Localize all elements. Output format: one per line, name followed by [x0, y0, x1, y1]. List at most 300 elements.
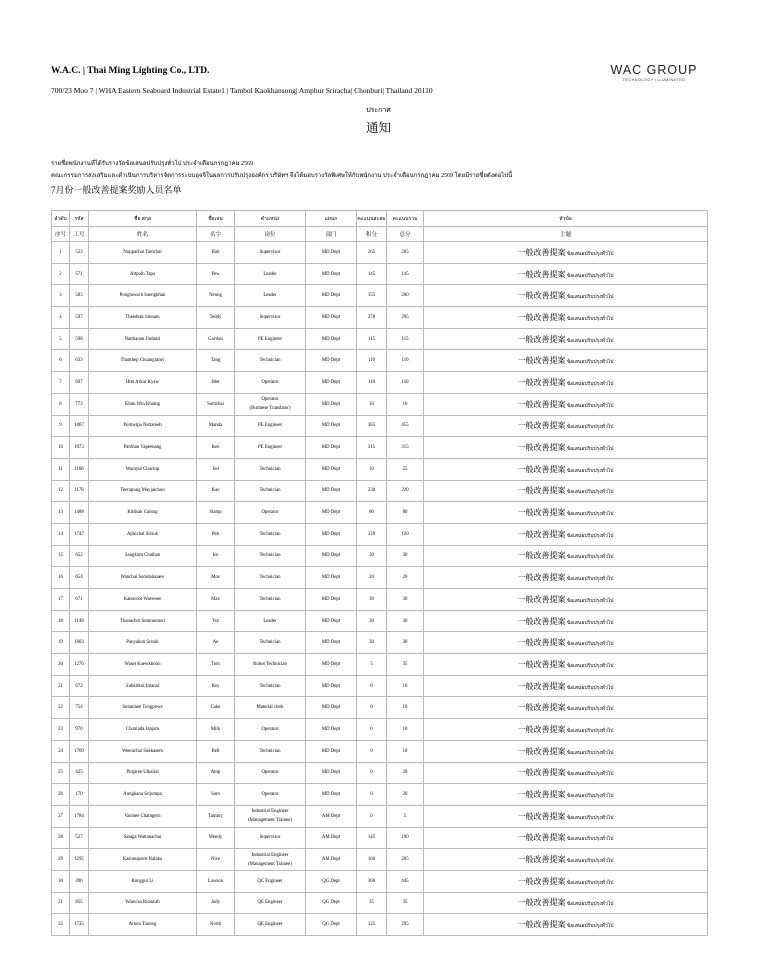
- header-zh-name: 姓名: [89, 227, 197, 242]
- header-zh-nick: 名字: [197, 227, 235, 242]
- cell-name: Kasinnaporn Nalaka: [89, 849, 197, 871]
- cell-no: 12: [52, 480, 70, 502]
- cell-score: 10: [357, 458, 387, 480]
- topic-chinese: 一般改善提案: [517, 573, 566, 583]
- cell-no: 2: [52, 263, 70, 285]
- cell-topic: [424, 307, 708, 329]
- header-th-total: คะแนนรวม: [387, 211, 424, 227]
- cell-score: 120: [357, 523, 387, 545]
- cell-nickname: Manda: [197, 415, 235, 437]
- cell-employee-id: 1166: [70, 458, 89, 480]
- cell-total: 265: [387, 242, 424, 264]
- position-line-1: Technician: [259, 596, 281, 602]
- cell-position: [235, 762, 306, 784]
- cell-employee-id: 970: [70, 719, 89, 741]
- cell-total: 10: [387, 740, 424, 762]
- cell-score: 110: [357, 372, 387, 394]
- topic-thai: ข้อเสนอปรับปรุงทั่วไป: [566, 577, 614, 583]
- table-row: [52, 827, 708, 849]
- cell-topic: [424, 632, 708, 654]
- topic-thai: ข้อเสนอปรับปรุงทั่วไป: [566, 316, 614, 322]
- cell-total: 295: [387, 914, 424, 936]
- position-line-1: Leader: [263, 618, 277, 624]
- cell-department: MD Dept: [306, 480, 357, 502]
- cell-employee-id: 598: [70, 328, 89, 350]
- table-row: [52, 805, 708, 827]
- cell-no: 15: [52, 545, 70, 567]
- topic-thai: ข้อเสนอปรับปรุงทั่วไป: [566, 251, 614, 257]
- cell-no: 8: [52, 393, 70, 415]
- cell-employee-id: 597: [70, 307, 89, 329]
- cell-no: 19: [52, 632, 70, 654]
- topic-thai: ข้อเสนอปรับปรุงทั่วไป: [566, 707, 614, 713]
- cell-department: MD Dept: [306, 719, 357, 741]
- cell-nickname: Ice: [197, 545, 235, 567]
- topic-thai: ข้อเสนอปรับปรุงทั่วไป: [566, 490, 614, 496]
- topic-thai: ข้อเสนอปรับปรุงทั่วไป: [566, 273, 614, 279]
- cell-topic: [424, 805, 708, 827]
- cell-position: [235, 523, 306, 545]
- cell-no: 10: [52, 437, 70, 459]
- position-line-1: PE Engineer: [257, 423, 283, 429]
- position-line-1: Industrial Engineer: [251, 809, 289, 815]
- cell-position: [235, 350, 306, 372]
- topic-chinese: 一般改善提案: [517, 508, 566, 518]
- cell-total: 10: [387, 697, 424, 719]
- cell-department: MD Dept: [306, 762, 357, 784]
- position-line-1: Leader: [263, 293, 277, 299]
- topic-chinese: 一般改善提案: [517, 855, 566, 865]
- header-th-pos: ตำแหน่ง: [235, 211, 306, 227]
- topic-chinese: 一般改善提案: [517, 898, 566, 908]
- cell-department: MD Dept: [306, 458, 357, 480]
- cell-name: Pornwipa Nattareeb: [89, 415, 197, 437]
- cell-total: 190: [387, 827, 424, 849]
- cell-nickname: Wendy: [197, 827, 235, 849]
- logo-tagline: TECHNOLOGY ILLUMINATED: [622, 78, 686, 82]
- cell-employee-id: 1148: [70, 610, 89, 632]
- position-line-1: Operator: [261, 726, 279, 732]
- cell-name: Aroon Taoong: [89, 914, 197, 936]
- topic-chinese: 一般改善提案: [517, 269, 566, 279]
- cell-total: 205: [387, 849, 424, 871]
- cell-topic: [424, 849, 708, 871]
- cell-topic: [424, 328, 708, 350]
- table-row: [52, 523, 708, 545]
- position-line-1: Technician: [259, 575, 281, 581]
- cell-total: 25: [387, 458, 424, 480]
- cell-name: Theedsak Sinnam: [89, 307, 197, 329]
- cell-nickname: Milk: [197, 719, 235, 741]
- cell-no: 14: [52, 523, 70, 545]
- cell-employee-id: 1769: [70, 740, 89, 762]
- cell-employee-id: 1735: [70, 914, 89, 936]
- table-row: [52, 567, 708, 589]
- table-row: [52, 849, 708, 871]
- position-line-1: Technician: [259, 488, 281, 494]
- topic-chinese: 一般改善提案: [517, 790, 566, 800]
- cell-nickname: Amp: [197, 762, 235, 784]
- cell-employee-id: 1067: [70, 415, 89, 437]
- cell-score: 230: [357, 480, 387, 502]
- table-row: [52, 350, 708, 372]
- topic-thai: ข้อเสนอปรับปรุงทั่วไป: [566, 598, 614, 604]
- cell-score: 160: [357, 849, 387, 871]
- cell-nickname: Judy: [197, 892, 235, 914]
- topic-thai: ข้อเสนอปรับปรุงทั่วไป: [566, 924, 614, 930]
- cell-total: 30: [387, 610, 424, 632]
- cell-nickname: Tang: [197, 350, 235, 372]
- topic-thai: ข้อเสนอปรับปรุงทั่วไป: [566, 468, 614, 474]
- topic-chinese: 一般改善提案: [517, 659, 566, 669]
- cell-score: 270: [357, 307, 387, 329]
- cell-no: 5: [52, 328, 70, 350]
- cell-nickname: North: [197, 914, 235, 936]
- table-row: [52, 502, 708, 524]
- cell-total: 30: [387, 545, 424, 567]
- topic-thai: ข้อเสนอปรับปรุงทั่วไป: [566, 728, 614, 734]
- cell-score: 115: [357, 328, 387, 350]
- cell-position: [235, 242, 306, 264]
- cell-department: MD Dept: [306, 372, 357, 394]
- cell-total: 145: [387, 263, 424, 285]
- table-row: [52, 870, 708, 892]
- position-line-1: Supervisor: [259, 835, 281, 841]
- cell-position: [235, 567, 306, 589]
- cell-position: [235, 307, 306, 329]
- cell-department: AM Dept: [306, 827, 357, 849]
- cell-position: [235, 675, 306, 697]
- cell-department: MD Dept: [306, 502, 357, 524]
- table-row: [52, 654, 708, 676]
- cell-position: [235, 740, 306, 762]
- topic-chinese: 一般改善提案: [517, 703, 566, 713]
- cell-score: 0: [357, 675, 387, 697]
- cell-name: Pongtawach Saengkhan: [89, 285, 197, 307]
- cell-no: 23: [52, 719, 70, 741]
- position-line-1: Operator: [261, 770, 279, 776]
- cell-topic: [424, 827, 708, 849]
- cell-name: Wanvisa Ruancab: [89, 892, 197, 914]
- topic-thai: ข้อเสนอปรับปรุงทั่วไป: [566, 642, 614, 648]
- cell-score: 0: [357, 719, 387, 741]
- topic-chinese: 一般改善提案: [517, 833, 566, 843]
- cell-no: 13: [52, 502, 70, 524]
- position-line-2: (Management Trainee): [248, 861, 292, 867]
- topic-thai: ข้อเสนอปรับปรุงทั่วไป: [566, 533, 614, 539]
- topic-chinese: 一般改善提案: [517, 920, 566, 930]
- table-row: [52, 762, 708, 784]
- position-line-1: PE Engineer: [257, 445, 283, 451]
- cell-employee-id: 1276: [70, 654, 89, 676]
- cell-position: [235, 805, 306, 827]
- cell-total: 5: [387, 805, 424, 827]
- intro-line-3: 7月份一般改善提案奖励人员名单: [51, 185, 182, 195]
- position-line-1: Technician: [259, 640, 281, 646]
- cell-topic: [424, 263, 708, 285]
- cell-department: QG Dept: [306, 914, 357, 936]
- topic-chinese: 一般改善提案: [517, 312, 566, 322]
- cell-no: 26: [52, 784, 70, 806]
- cell-no: 22: [52, 697, 70, 719]
- cell-total: 445: [387, 870, 424, 892]
- cell-department: MD Dept: [306, 263, 357, 285]
- cell-employee-id: 1073: [70, 437, 89, 459]
- cell-no: 25: [52, 762, 70, 784]
- cell-score: 30: [357, 545, 387, 567]
- cell-employee-id: 855: [70, 892, 89, 914]
- cell-department: MD Dept: [306, 610, 357, 632]
- cell-department: MD Dept: [306, 307, 357, 329]
- position-line-1: Technician: [259, 748, 281, 754]
- table-row: [52, 675, 708, 697]
- cell-position: [235, 632, 306, 654]
- topic-thai: ข้อเสนอปรับปรุงทั่วไป: [566, 620, 614, 626]
- cell-department: MD Dept: [306, 415, 357, 437]
- table-body: [52, 242, 708, 936]
- table-row: [52, 480, 708, 502]
- cell-total: 455: [387, 415, 424, 437]
- cell-department: MD Dept: [306, 632, 357, 654]
- topic-chinese: 一般改善提案: [517, 356, 566, 366]
- position-line-1: Operator: [261, 379, 279, 385]
- cell-score: 125: [357, 914, 387, 936]
- cell-position: [235, 870, 306, 892]
- cell-position: [235, 502, 306, 524]
- cell-total: 20: [387, 762, 424, 784]
- cell-name: Weerachai Sukkasem: [89, 740, 197, 762]
- cell-topic: [424, 567, 708, 589]
- topic-chinese: 一般改善提案: [517, 811, 566, 821]
- intro-line-1: รายชื่อพนักงานที่ได้รับรางวัลข้อเสนอปรับปรุงทั่วไป ประจำเดือนกรกฎาคม 2569: [51, 161, 254, 167]
- header-row-thai: [52, 211, 708, 227]
- cell-topic: [424, 437, 708, 459]
- cell-employee-id: 754: [70, 697, 89, 719]
- cell-topic: [424, 502, 708, 524]
- header-zh-pos: 岗位: [235, 227, 306, 242]
- position-line-1: QE Engineer: [257, 922, 283, 928]
- cell-topic: [424, 458, 708, 480]
- cell-employee-id: 1603: [70, 632, 89, 654]
- cell-total: 10: [387, 393, 424, 415]
- position-line-1: QC Engineer: [257, 878, 283, 884]
- topic-thai: ข้อเสนอปรับปรุงทั่วไป: [566, 685, 614, 691]
- cell-topic: [424, 393, 708, 415]
- cell-position: [235, 480, 306, 502]
- company-address: 700/23 Moo 7 | WHA Eastern Seaboard Industrial Estate1 | Tambol Kaokhansong| Amphur Sriracha| Chonburi| Thailand 20110: [51, 86, 433, 95]
- cell-name: Wanchai Somdokkaew: [89, 567, 197, 589]
- cell-position: [235, 914, 306, 936]
- table-row: [52, 328, 708, 350]
- cell-score: 155: [357, 285, 387, 307]
- topic-chinese: 一般改善提案: [517, 291, 566, 301]
- cell-position: [235, 697, 306, 719]
- cell-name: Suhkitkul Intanai: [89, 675, 197, 697]
- table-row: [52, 589, 708, 611]
- cell-employee-id: 1295: [70, 849, 89, 871]
- cell-no: 30: [52, 870, 70, 892]
- cell-employee-id: 1747: [70, 523, 89, 545]
- cell-employee-id: 633: [70, 350, 89, 372]
- cell-nickname: Ken: [197, 437, 235, 459]
- cell-score: 265: [357, 242, 387, 264]
- cell-name: Sutaninee Tongpowe: [89, 697, 197, 719]
- cell-topic: [424, 523, 708, 545]
- table-row: [52, 545, 708, 567]
- cell-topic: [424, 415, 708, 437]
- cell-nickname: Gordon: [197, 328, 235, 350]
- cell-score: 145: [357, 263, 387, 285]
- cell-score: 30: [357, 610, 387, 632]
- position-line-1: QE Engineer: [257, 900, 283, 906]
- cell-name: Natthanan Jindasri: [89, 328, 197, 350]
- topic-thai: ข้อเสนอปรับปรุงทั่วไป: [566, 403, 614, 409]
- cell-no: 4: [52, 307, 70, 329]
- cell-name: Pinjaree Uthaisri: [89, 762, 197, 784]
- cell-position: [235, 285, 306, 307]
- cell-nickname: Cake: [197, 697, 235, 719]
- logo-main-text: WAC GROUP: [610, 63, 698, 77]
- cell-nickname: Yut: [197, 610, 235, 632]
- cell-total: 20: [387, 567, 424, 589]
- header-th-dept: แผนก: [306, 211, 357, 227]
- cell-topic: [424, 914, 708, 936]
- cell-employee-id: 425: [70, 762, 89, 784]
- topic-thai: ข้อเสนอปรับปรุงทั่วไป: [566, 902, 614, 908]
- position-line-1: Leader: [263, 271, 277, 277]
- cell-department: MD Dept: [306, 589, 357, 611]
- cell-department: MD Dept: [306, 697, 357, 719]
- topic-thai: ข้อเสนอปรับปรุงทั่วไป: [566, 663, 614, 669]
- topic-thai: ข้อเสนอปรับปรุงทั่วไป: [566, 880, 614, 886]
- cell-name: Attpoln Tapa: [89, 263, 197, 285]
- cell-name: Teerapong Mayjaichoo: [89, 480, 197, 502]
- position-line-1: Operator: [261, 397, 279, 403]
- cell-name: Sangkom Chaihan: [89, 545, 197, 567]
- topic-chinese: 一般改善提案: [517, 681, 566, 691]
- table-row: [52, 784, 708, 806]
- cell-name: Aphichat Srisuk: [89, 523, 197, 545]
- topic-thai: ข้อเสนอปรับปรุงทั่วไป: [566, 837, 614, 843]
- cell-nickname: Boy: [197, 675, 235, 697]
- cell-position: [235, 263, 306, 285]
- cell-no: 9: [52, 415, 70, 437]
- cell-department: MD Dept: [306, 523, 357, 545]
- cell-no: 28: [52, 827, 70, 849]
- table-row: [52, 393, 708, 415]
- cell-no: 1: [52, 242, 70, 264]
- position-line-1: Technician: [259, 531, 281, 537]
- cell-no: 17: [52, 589, 70, 611]
- cell-score: 315: [357, 437, 387, 459]
- table-row: [52, 719, 708, 741]
- cell-position: [235, 458, 306, 480]
- cell-employee-id: 1178: [70, 480, 89, 502]
- topic-chinese: 一般改善提案: [517, 638, 566, 648]
- cell-nickname: Tom: [197, 654, 235, 676]
- cell-position: [235, 719, 306, 741]
- cell-topic: [424, 697, 708, 719]
- cell-total: 30: [387, 589, 424, 611]
- cell-employee-id: 773: [70, 393, 89, 415]
- cell-no: 18: [52, 610, 70, 632]
- cell-total: 35: [387, 892, 424, 914]
- header-row-chinese: [52, 227, 708, 242]
- cell-position: [235, 589, 306, 611]
- cell-total: 10: [387, 675, 424, 697]
- header-th-nick: ชื่อเล่น: [197, 211, 235, 227]
- cell-employee-id: 671: [70, 589, 89, 611]
- cell-no: 31: [52, 892, 70, 914]
- cell-employee-id: 170: [70, 784, 89, 806]
- table-row: [52, 914, 708, 936]
- cell-no: 6: [52, 350, 70, 372]
- table-row: [52, 285, 708, 307]
- cell-name: Thanachot Somroemsri: [89, 610, 197, 632]
- cell-nickname: Somchai: [197, 393, 235, 415]
- header-zh-id: 工号: [70, 227, 89, 242]
- topic-thai: ข้อเสนอปรับปรุงทั่วไป: [566, 338, 614, 344]
- cell-nickname: Pew: [197, 263, 235, 285]
- table-row: [52, 632, 708, 654]
- position-line-1: PE Engineer: [257, 336, 283, 342]
- header-th-score: คะแนนสะสม: [357, 211, 387, 227]
- cell-name: Waset Kaewkhoon: [89, 654, 197, 676]
- cell-employee-id: 654: [70, 567, 89, 589]
- cell-score: 360: [357, 870, 387, 892]
- cell-total: 295: [387, 307, 424, 329]
- cell-total: 115: [387, 328, 424, 350]
- topic-chinese: 一般改善提案: [517, 594, 566, 604]
- cell-position: [235, 849, 306, 871]
- topic-chinese: 一般改善提案: [517, 443, 566, 453]
- cell-nickname: Nice: [197, 849, 235, 871]
- cell-employee-id: 523: [70, 242, 89, 264]
- position-line-1: Technician: [259, 683, 281, 689]
- position-line-1: Operator: [261, 792, 279, 798]
- cell-employee-id: 527: [70, 827, 89, 849]
- table-row: [52, 610, 708, 632]
- topic-chinese: 一般改善提案: [517, 724, 566, 734]
- announcement-title-thai: ประกาศ: [366, 106, 391, 114]
- cell-name: Sataga Wattanachai: [89, 827, 197, 849]
- table-row: [52, 458, 708, 480]
- cell-employee-id: 496: [70, 870, 89, 892]
- cell-position: [235, 545, 306, 567]
- cell-nickname: Ae: [197, 632, 235, 654]
- cell-nickname: Teddy: [197, 307, 235, 329]
- topic-chinese: 一般改善提案: [517, 247, 566, 257]
- cell-score: 5: [357, 654, 387, 676]
- company-logo: [607, 64, 701, 82]
- cell-department: QG Dept: [306, 870, 357, 892]
- cell-position: [235, 393, 306, 415]
- cell-nickname: Bob: [197, 242, 235, 264]
- topic-thai: ข้อเสนอปรับปรุงทั่วไป: [566, 512, 614, 518]
- table-row: [52, 372, 708, 394]
- cell-score: 30: [357, 589, 387, 611]
- cell-total: 120: [387, 523, 424, 545]
- cell-department: MD Dept: [306, 545, 357, 567]
- cell-total: 80: [387, 502, 424, 524]
- header-zh-dept: 部门: [306, 227, 357, 242]
- cell-employee-id: 571: [70, 263, 89, 285]
- topic-chinese: 一般改善提案: [517, 334, 566, 344]
- topic-chinese: 一般改善提案: [517, 616, 566, 626]
- cell-name: Aungkana Srijumpa: [89, 784, 197, 806]
- table-row: [52, 740, 708, 762]
- topic-thai: ข้อเสนอปรับปรุงทั่วไป: [566, 794, 614, 800]
